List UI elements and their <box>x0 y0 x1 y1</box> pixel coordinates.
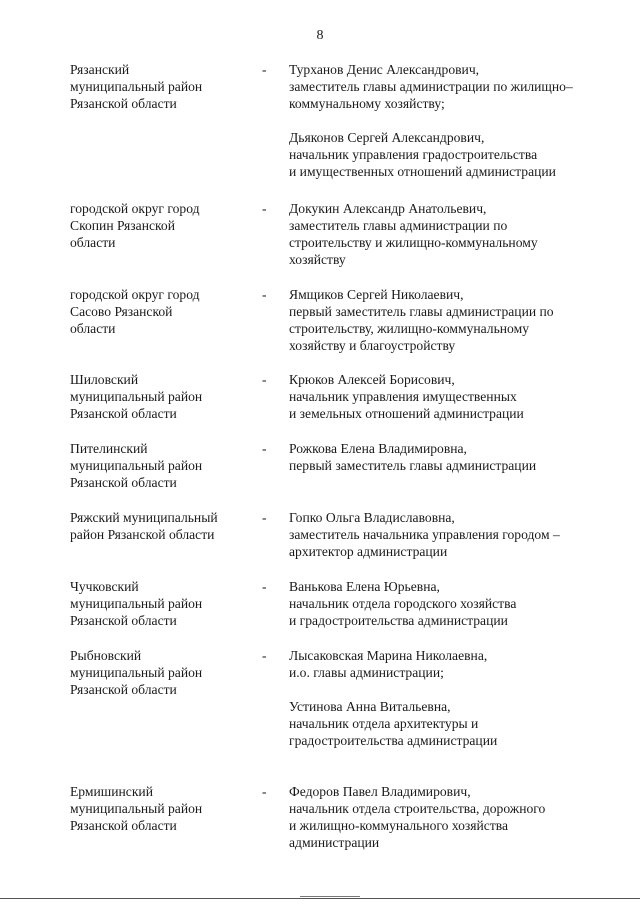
person <box>289 200 609 268</box>
person-name: Лысаковская Марина Николаевна, <box>289 648 488 663</box>
person-name: Рожкова Елена Владимировна, <box>289 441 467 456</box>
person-position-line: коммунальному хозяйству; <box>289 96 445 111</box>
person-position-line: первый заместитель главы администрации по <box>289 304 554 319</box>
person-position-line: и градостроительства администрации <box>289 613 508 628</box>
person-position-line: начальник управления градостроительства <box>289 147 538 162</box>
people-list <box>289 578 609 646</box>
person <box>289 647 609 681</box>
person-position-line: начальник отдела городского хозяйства <box>289 596 517 611</box>
region-name: Рыбновский муниципальный район Рязанской области <box>70 648 203 697</box>
region-name: Ряжский муниципальный район Рязанской области <box>70 510 218 542</box>
dash-separator: - <box>262 372 267 387</box>
dash-separator: - <box>262 201 267 216</box>
people-list <box>289 509 609 577</box>
person <box>289 286 609 354</box>
dash-separator: - <box>262 441 267 456</box>
person-name: Ямщиков Сергей Николаевич, <box>289 287 464 302</box>
person-position-line: и жилищно-коммунального хозяйства <box>289 818 509 833</box>
region-name: Шиловский муниципальный район Рязанской области <box>70 372 203 421</box>
region-name: городской округ город Скопин Рязанской области <box>70 201 200 250</box>
person-name: Гопко Ольга Владиславовна, <box>289 510 455 525</box>
people-list <box>289 647 609 766</box>
dash-separator: - <box>262 579 267 594</box>
person-position-line: градостроительства администрации <box>289 733 498 748</box>
person-name: Крюков Алексей Борисович, <box>289 372 455 387</box>
person-position-line: и.о. главы администрации; <box>289 665 444 680</box>
person-name: Дьяконов Сергей Александрович, <box>289 130 485 145</box>
person <box>289 698 609 749</box>
people-list <box>289 200 609 285</box>
person-position-line: хозяйству <box>289 252 346 267</box>
person-position-line: заместитель главы администрации по <box>289 218 508 233</box>
person <box>289 129 609 180</box>
people-list <box>289 440 609 491</box>
people-list <box>289 783 609 868</box>
person-position-line: администрации <box>289 835 380 850</box>
person-position-line: начальник управления имущественных <box>289 389 517 404</box>
person-position-line: начальник отдела архитектуры и <box>289 716 479 731</box>
person <box>289 783 609 851</box>
person-position-line: и земельных отношений администрации <box>289 406 524 421</box>
person-name: Докукин Александр Анатольевич, <box>289 201 487 216</box>
person-position-line: заместитель начальника управления городом – <box>289 527 560 542</box>
region-name: Чучковский муниципальный район Рязанской области <box>70 579 203 628</box>
person-name: Ванькова Елена Юрьевна, <box>289 579 440 594</box>
people-list <box>289 371 609 439</box>
person-position-line: архитектор администрации <box>289 544 448 559</box>
people-list <box>289 61 609 197</box>
person <box>289 440 609 474</box>
bottom-rule <box>0 898 640 899</box>
person-position-line: заместитель главы администрации по жилищно– <box>289 79 573 94</box>
person <box>289 61 609 112</box>
person-position-line: первый заместитель главы администрации <box>289 458 537 473</box>
person-position-line: начальник отдела строительства, дорожного <box>289 801 546 816</box>
region-name: Ермишинский муниципальный район Рязанской области <box>70 784 203 833</box>
dash-separator: - <box>262 648 267 663</box>
dash-separator: - <box>262 287 267 302</box>
dash-separator: - <box>262 510 267 525</box>
dash-separator: - <box>262 784 267 799</box>
person-name: Турханов Денис Александрович, <box>289 62 480 77</box>
person-name: Федоров Павел Владимирович, <box>289 784 471 799</box>
person <box>289 578 609 629</box>
person-position-line: строительству, жилищно-коммунальному <box>289 321 529 336</box>
region-name: городской округ город Сасово Рязанской области <box>70 287 200 336</box>
person <box>289 371 609 422</box>
person-name: Устинова Анна Витальевна, <box>289 699 451 714</box>
person-position-line: хозяйству и благоустройству <box>289 338 456 353</box>
region-name: Рязанский муниципальный район Рязанской области <box>70 62 203 111</box>
person-position-line: строительству и жилищно-коммунальному <box>289 235 538 250</box>
region-name: Пителинский муниципальный район Рязанской области <box>70 441 203 490</box>
person <box>289 509 609 560</box>
page-number: 8 <box>316 28 324 43</box>
dash-separator: - <box>262 62 267 77</box>
person-position-line: и имущественных отношений администрации <box>289 164 556 179</box>
bottom-rule-mark <box>300 896 360 897</box>
people-list <box>289 286 609 371</box>
